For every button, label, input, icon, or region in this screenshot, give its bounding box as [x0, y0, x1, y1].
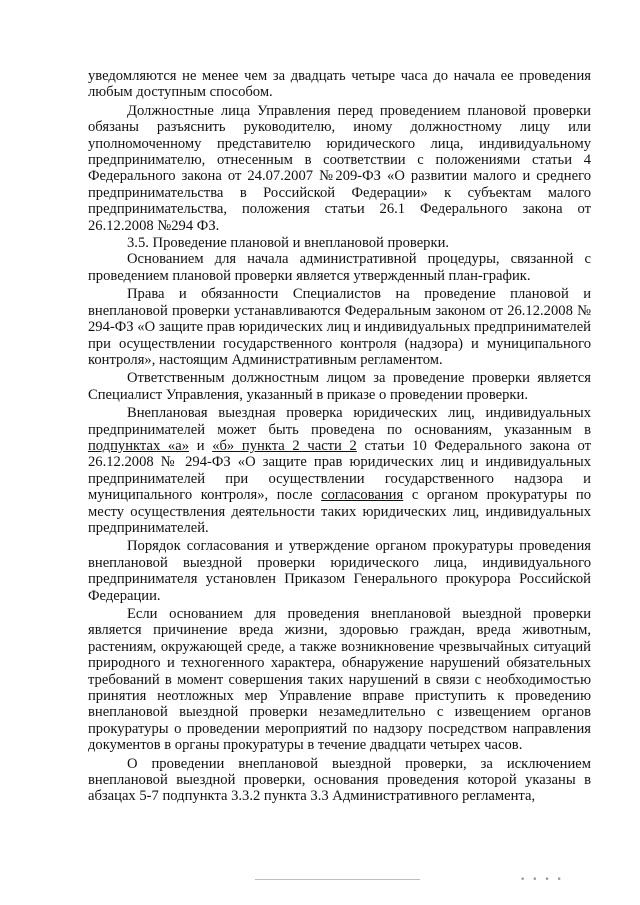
footer-mark: • • • •	[520, 875, 564, 885]
unscheduled-text-part-3: статьи 10 Федерального закона от 26.12.2008 № 294-ФЗ «О защите прав юридических лиц и индивидуальных предпринимателей при осуществлении государственного надзора и муниципального контроля», после	[88, 437, 592, 504]
footer-rule	[255, 879, 420, 880]
link-subclauses-a[interactable]: подпунктах «а»	[88, 437, 190, 454]
paragraph-urgent-grounds: Если основанием для проведения внеплановой выездной проверки является причинение вреда жизни, здоровью граждан, вреда животным, растениям, окружающей среде, а также возникновение чрезвычайных ситуаций природного и техногенного характера, обнаружение нарушений обязательных требований в момент совершения таких нарушений в связи с необходимостью принятия неотложных мер Управление вправе приступить к проведению внеплановой выездной проверки незамедлительно с извещением органов прокуратуры о проведении мероприятий по надзору посредством направления документов в органы прокуратуры в течение двадцати четырех часов.	[88, 606, 591, 754]
unscheduled-text-part-1: Внеплановая выездная проверка юридических лиц, индивидуальных предпринимателей может быть проведена по основаниям, указанным в	[88, 405, 591, 438]
link-clause-2-part-2[interactable]: «б» пункта 2 части 2	[212, 437, 357, 454]
document-page	[88, 68, 591, 805]
unscheduled-text-part-4: с органом прокуратуры по месту осуществления деятельности таких юридических лиц, индивидуальных предпринимателей.	[88, 487, 591, 536]
paragraph-notification-end: уведомляются не менее чем за двадцать четыре часа до начала ее проведения любым доступным способом.	[88, 68, 591, 101]
paragraph-approval-procedure: Порядок согласования и утверждение органом прокуратуры проведения внеплановой выездной проверки юридического лица, индивидуального предпринимателя установлен Приказом Генерального прокурора Российской Федерации.	[88, 538, 591, 604]
paragraph-responsible-official: Ответственным должностным лицом за проведение проверки является Специалист Управления, указанный в приказе о проведении проверки.	[88, 370, 591, 403]
paragraph-basis-planned-inspection: Основанием для начала административной процедуры, связанной с проведением плановой проверки является утвержденный план-график.	[88, 251, 591, 284]
page-footer	[0, 876, 640, 888]
unscheduled-text-part-2: и	[189, 437, 213, 454]
paragraph-officials-duties: Должностные лица Управления перед проведением плановой проверки обязаны разъяснить руководителю, иному должностному лицу или уполномоченному представителю юридического лица, индивидуальному предпринимателю, отнесенным в соответствии с положениями статьи 4 Федерального закона от 24.07.2007 №209-ФЗ «О развитии малого и среднего предпринимательства в Российской Федерации» к субъектам малого предпринимательства, положения статьи 26.1 Федерального закона от 26.12.2008 №294 ФЗ.	[88, 102, 591, 234]
link-approval[interactable]: согласования	[321, 487, 404, 504]
paragraph-unscheduled-inspection	[88, 405, 591, 536]
section-heading-3-5: 3.5. Проведение плановой и внеплановой проверки.	[127, 235, 450, 252]
paragraph-notification-exceptions: О проведении внеплановой выездной проверки, за исключением внеплановой выездной проверки, основания проведения которой указаны в абзацах 5-7 подпункта 3.3.2 пункта 3.3 Административного регламента,	[88, 755, 591, 805]
paragraph-rights-and-duties: Права и обязанности Специалистов на проведение плановой и внеплановой проверки устанавливаются Федеральным законом от 26.12.2008 № 294-ФЗ «О защите прав юридических лиц и индивидуальных предпринимателей при осуществлении государственного контроля (надзора) и муниципального контроля», настоящим Административным регламентом.	[88, 286, 591, 368]
